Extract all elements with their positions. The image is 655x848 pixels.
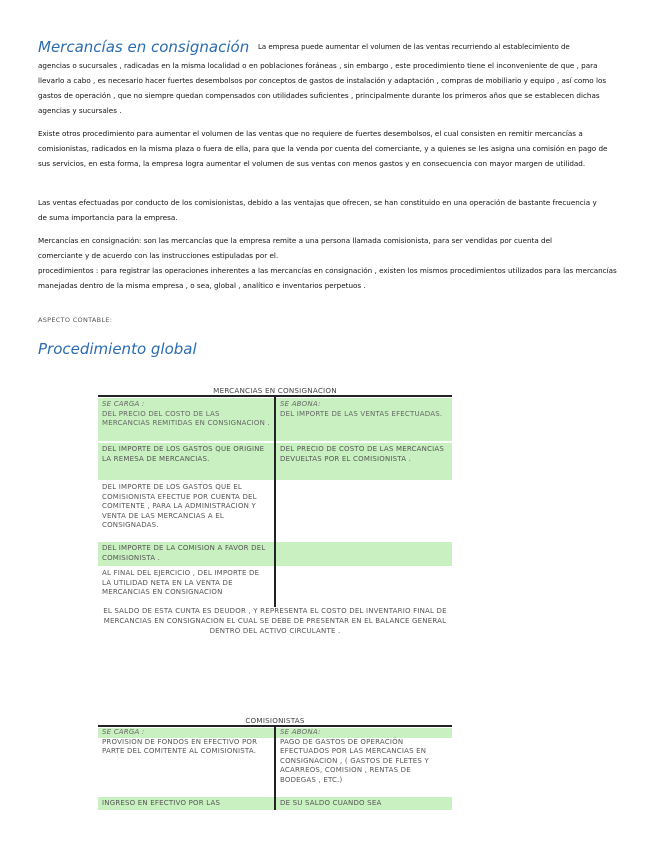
- paragraph-2: Existe otros procedimiento para aumentar el volumen de las ventas que no requiere de fuertes desembolsos, el cual consisten en remitir mercancías a comisionistas, radicados en la misma plaza o fuera de ella, para que la venda por cuenta del comerciante, y a quienes se les asigna una comisión en pago de sus servicios, en esta forma, la empresa logra aumentar el volumen de sus ventas con menos gastos y en consecuencia con mayor margen de utilidad.: [38, 129, 608, 168]
- comisionistas-carga-header: SE CARGA :: [98, 728, 274, 738]
- abona-row-1: DEL IMPORTE DE LAS VENTAS EFECTUADAS.: [280, 409, 443, 418]
- carga-header-cell: [98, 398, 274, 441]
- carga-row-4: DEL IMPORTE DE LA COMISION A FAVOR DEL COMISIONISTA .: [98, 542, 274, 566]
- carga-row-2: DEL IMPORTE DE LOS GASTOS QUE ORIGINE LA REMESA DE MERCANCIAS.: [98, 443, 274, 480]
- aspecto-contable-label: ASPECTO CONTABLE:: [38, 316, 113, 324]
- paragraph-5: procedimientos : para registrar las operaciones inherentes a las mercancías en consignación , existen los mismos procedimientos utilizados para las mercancías manejadas dentro de la misma empresa , o sea, global , analítico e inventarios perpetuos .: [38, 266, 617, 290]
- paragraph-1: agencias o sucursales , radicadas en la misma localidad o en poblaciones foráneas , sin embargo , este procedimiento tiene el inconveniente de que , para llevarlo a cabo , es necesario hacer fuertes desembolsos por conceptos de gastos de instalación y adaptación , compras de mobiliario y equipo , así como los gastos de operación , que no siempre quedan compensados con utilidades suficientes , principalmente durante los primeros años que se establecen dichas agencias y sucursales .: [38, 61, 607, 115]
- carga-header: SE CARGA :: [102, 400, 145, 408]
- carga-row-5: AL FINAL DEL EJERCICIO , DEL IMPORTE DE LA UTILIDAD NETA EN LA VENTA DE MERCANCIAS EN CONSIGNACION: [102, 569, 260, 596]
- paragraph-1-lead: La empresa puede aumentar el volumen de las ventas recurriendo al establecimiento de: [258, 43, 570, 51]
- abona-header: SE ABONA:: [280, 400, 321, 408]
- comisionistas-abona-row-2: DE SU SALDO CUANDO SEA: [276, 797, 452, 810]
- abona-row-4-empty: [276, 542, 452, 566]
- section-title-procedimiento-global: Procedimiento global: [38, 340, 197, 358]
- t-account-comisionistas: [98, 725, 452, 810]
- paragraph-4: Mercancías en consignación: son las mercancías que la empresa remite a una persona llamada comisionista, para ser vendidas por cuenta del comerciante y de acuerdo con las instrucciones estipuladas por el.: [38, 236, 552, 260]
- comisionistas-carga-cell: [98, 728, 274, 796]
- carga-row-1: DEL PRECIO DEL COSTO DE LAS MERCANCIAS REMITIDAS EN CONSIGNACION .: [102, 409, 270, 427]
- table1-note: EL SALDO DE ESTA CUNTA ES DEUDOR , Y REPRESENTA EL COSTO DEL INVENTARIO FINAL DE MERCANCIAS EN CONSIGNACION EL CUAL SE DEBE DE PRESENTAR EN EL BALANCE GENERAL DENTRO DEL ACTIVO CIRCULANTE .: [103, 607, 447, 635]
- section-title-mercancias: Mercancías en consignación: [38, 38, 250, 56]
- comisionistas-carga-row-2: INGRESO EN EFECTIVO POR LAS: [98, 797, 274, 810]
- comisionistas-carga-row-1: PROVISION DE FONDOS EN EFECTIVO POR PARTE DEL COMITENTE AL COMISIONISTA.: [102, 737, 258, 755]
- table-title-comisionistas: COMISIONISTAS: [245, 716, 305, 725]
- carga-row-3: DEL IMPORTE DE LOS GASTOS QUE EL COMISIONISTA EFECTUE POR CUENTA DEL COMITENTE , PARA LA ADMINISTRACION Y VENTA DE LAS MERCANCIAS A EL CONSIGNADAS.: [102, 483, 257, 529]
- comisionistas-abona-cell: [276, 728, 452, 796]
- comisionistas-abona-header: SE ABONA:: [276, 728, 452, 738]
- abona-header-cell: [276, 398, 452, 441]
- table-title-mercancias: MERCANCIAS EN CONSIGNACION: [213, 386, 337, 395]
- abona-row-2: DEL PRECIO DE COSTO DE LAS MERCANCIAS DEVUELTAS POR EL COMISIONISTA .: [276, 443, 452, 480]
- comisionistas-abona-row-1: PAGO DE GASTOS DE OPERACIÓN EFECTUADOS POR LAS MERCANCIAS EN CONSIGNACION , ( GASTOS DE FLETES Y ACARREOS, COMISION , RENTAS DE BODEGAS , ETC.): [280, 737, 429, 784]
- t-account-mercancias: [98, 395, 452, 607]
- paragraph-3: Las ventas efectuadas por conducto de los comisionistas, debido a las ventajas que ofrecen, se han constituido en una operación de bastante frecuencia y de suma importancia para la empresa.: [38, 198, 597, 222]
